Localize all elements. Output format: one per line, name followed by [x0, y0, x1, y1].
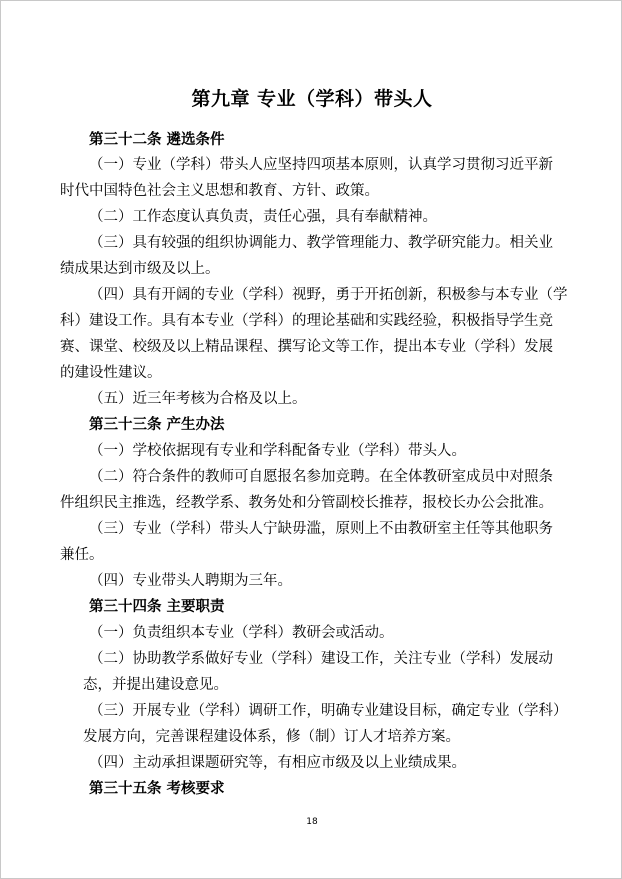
paragraph-line: 兼任。 — [60, 547, 104, 563]
chapter-title: 第九章 专业（学科）带头人 — [191, 88, 433, 110]
paragraph-line: （四）具有开阔的专业（学科）视野，勇于开拓创新，积极参与本专业（学 — [89, 287, 568, 303]
paragraph-line: 科）建设工作。具有本专业（学科）的理论基础和实践经验，积极指导学生竞 — [60, 313, 553, 329]
paragraph-line: 赛、课堂、校级及以上精品课程、撰写论文等工作，提出本专业（学科）发展 — [60, 339, 553, 355]
article-heading: 第三十四条 主要职责 — [89, 599, 225, 615]
paragraph-line: （二）工作态度认真负责，责任心强，具有奉献精神。 — [89, 209, 437, 225]
article-heading: 第三十二条 遴选条件 — [89, 132, 225, 148]
paragraph-line: （一）专业（学科）带头人应坚持四项基本原则，认真学习贯彻习近平新 — [89, 157, 553, 173]
paragraph-line: （二）协助教学系做好专业（学科）建设工作，关注专业（学科）发展动 — [89, 651, 553, 667]
article-heading: 第三十五条 考核要求 — [89, 781, 225, 797]
paragraph-line: 的建设性建议。 — [60, 365, 162, 381]
paragraph-line: 绩成果达到市级及以上。 — [60, 261, 220, 277]
paragraph-line: 件组织民主推选，经教学系、教务处和分管副校长推荐，报校长办公会批准。 — [60, 495, 553, 511]
page-number: 18 — [306, 817, 318, 827]
paragraph-line: （三）专业（学科）带头人宁缺毋滥，原则上不由教研室主任等其他职务 — [89, 521, 553, 537]
paragraph-line: （二）符合条件的教师可自愿报名参加竞聘。在全体教研室成员中对照条 — [89, 469, 553, 485]
paragraph-line: （四）主动承担课题研究等，有相应市级及以上业绩成果。 — [89, 755, 466, 771]
paragraph-line: （三）具有较强的组织协调能力、教学管理能力、教学研究能力。相关业 — [89, 235, 553, 251]
paragraph-line: 态，并提出建设意见。 — [83, 677, 228, 693]
paragraph-line: （四）专业带头人聘期为三年。 — [89, 573, 292, 589]
paragraph-line: （一）学校依据现有专业和学科配备专业（学科）带头人。 — [89, 443, 466, 459]
paragraph-line: （一）负责组织本专业（学科）教研会或活动。 — [89, 625, 394, 641]
paragraph-line: 时代中国特色社会主义思想和教育、方针、政策。 — [60, 183, 379, 199]
article-heading: 第三十三条 产生办法 — [89, 417, 225, 433]
paragraph-line: 发展方向，完善课程建设体系，修（制）订人才培养方案。 — [83, 729, 460, 745]
paragraph-line: （五）近三年考核为合格及以上。 — [89, 391, 307, 407]
paragraph-line: （三）开展专业（学科）调研工作，明确专业建设目标，确定专业（学科） — [89, 703, 568, 719]
